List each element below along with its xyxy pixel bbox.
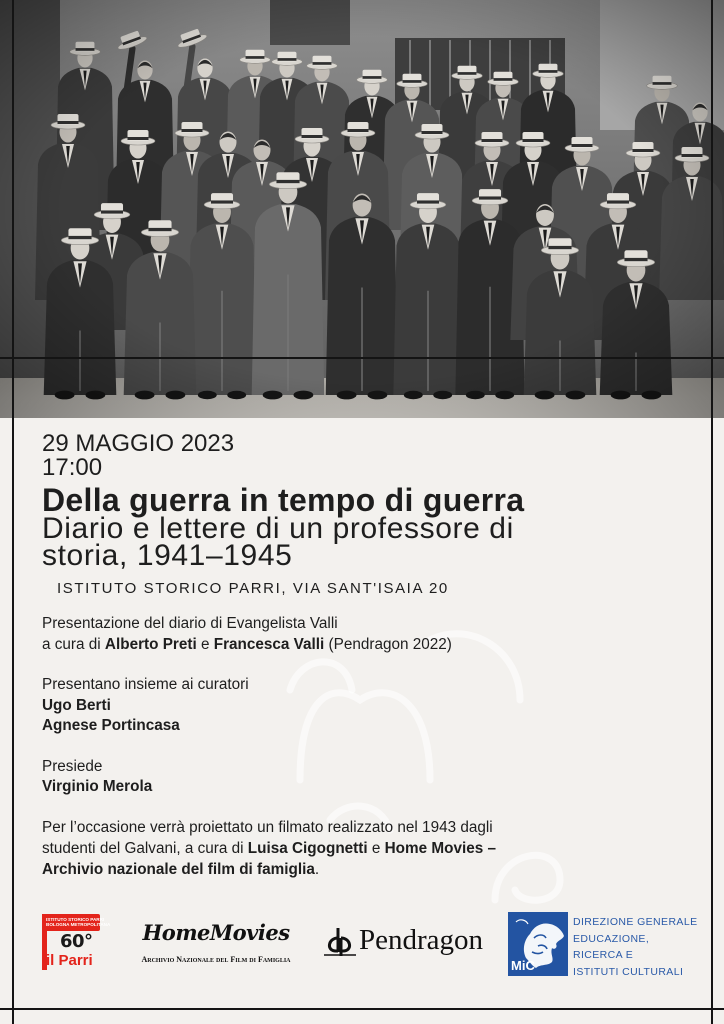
mic-department-text	[573, 914, 697, 980]
parri-banner	[42, 914, 111, 931]
screening-line-2	[42, 841, 496, 856]
parri-banner-line: BOLOGNA METROPOLITANA	[46, 922, 111, 928]
homemovies-tagline: Archivio Nazionale del Film di Famiglia	[141, 955, 291, 964]
curators-line	[42, 637, 452, 652]
mic-text-line: ISTITUTI CULTURALI	[573, 965, 684, 978]
presenter-name: Agnese Portincasa	[42, 717, 180, 734]
photo-vignette	[0, 0, 724, 418]
pendragon-logo	[322, 920, 490, 962]
conjunction: e	[200, 636, 210, 653]
curated-by-label: a cura di	[42, 636, 101, 653]
pendragon-mark-icon	[322, 924, 358, 958]
event-date: 29 MAGGIO 2023	[42, 430, 235, 457]
chair-name: Virginio Merola	[42, 778, 153, 795]
mic-text-line: EDUCAZIONE,	[573, 932, 650, 945]
event-subtitle-line-2: storia, 1941–1945	[42, 539, 293, 572]
mic-badge-text: MiC	[511, 958, 535, 973]
group-photo	[0, 0, 724, 418]
homemovies-logo	[128, 922, 304, 968]
frame-line-right	[711, 0, 713, 1024]
screening-person: Luisa Cigognetti	[247, 840, 368, 857]
parri-anniversary: 60°	[60, 931, 93, 952]
parri-name: il Parri	[46, 952, 93, 969]
mic-text-line: RICERCA E	[573, 949, 634, 961]
presenter-name: Ugo Berti	[42, 697, 111, 714]
curator-name: Alberto Preti	[104, 636, 197, 653]
conjunction: e	[371, 840, 381, 857]
screening-end: .	[314, 861, 320, 878]
event-subtitle-line-1: Diario e lettere di un professore di	[42, 512, 514, 545]
curator-name: Francesca Valli	[213, 636, 325, 653]
chair-heading: Presiede	[42, 758, 103, 775]
mic-text-line: DIREZIONE GENERALE	[573, 916, 698, 928]
presenters-heading: Presentano insieme ai curatori	[42, 676, 249, 693]
parri-logo	[42, 914, 111, 970]
parri-banner-line: ISTITUTO STORICO PARRI	[46, 916, 105, 922]
screening-line-3	[42, 862, 319, 877]
publisher-note: (Pendragon 2022)	[328, 636, 452, 653]
screening-text: studenti del Galvani, a cura di	[42, 840, 244, 857]
event-venue: ISTITUTO STORICO PARRI, VIA SANT'ISAIA 20	[57, 580, 449, 597]
frame-line-upper	[0, 357, 724, 359]
screening-archive-part-2: Archivio nazionale del film di famiglia	[42, 861, 315, 878]
screening-archive-part-1: Home Movies –	[384, 840, 496, 857]
screening-line-1: Per l’occasione verrà proiettato un filmato realizzato nel 1943 dagli	[42, 819, 493, 836]
frame-line-lower	[0, 1008, 724, 1010]
event-time: 17:00	[42, 454, 103, 481]
mic-badge	[508, 912, 568, 976]
frame-line-left	[12, 0, 14, 1024]
pendragon-name: Pendragon	[359, 924, 484, 956]
homemovies-name: HomeMovies	[142, 920, 290, 945]
mic-logo	[508, 912, 708, 978]
event-title: Della guerra in tempo di guerra	[42, 482, 525, 518]
presentation-line: Presentazione del diario di Evangelista Valli	[42, 615, 338, 632]
